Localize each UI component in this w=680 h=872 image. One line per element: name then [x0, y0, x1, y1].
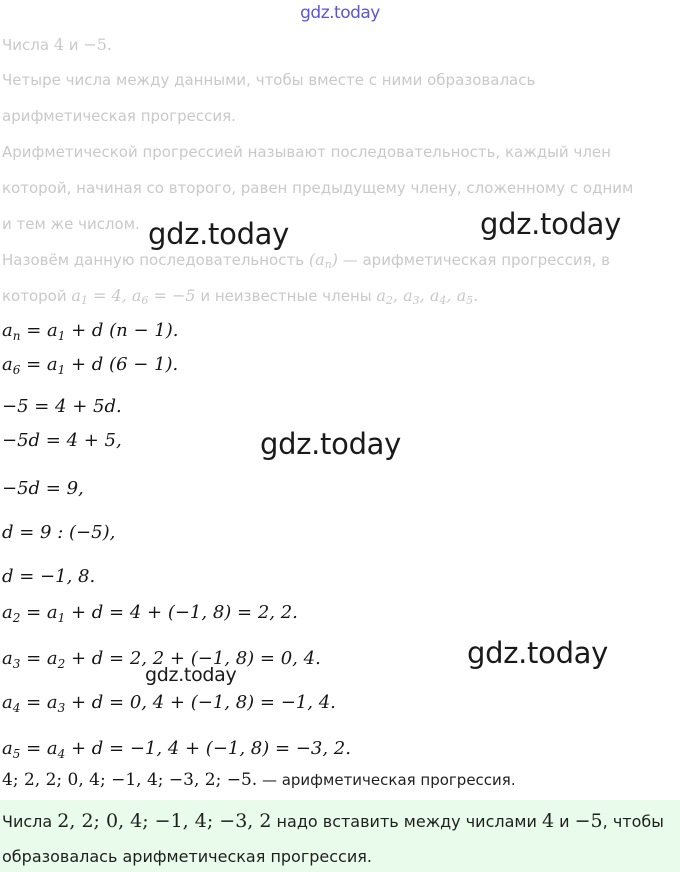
given-numbers-line [2, 35, 112, 54]
progression-sequence-line [2, 770, 516, 790]
watermark: gdz.today [260, 427, 402, 461]
subscript: 2 [57, 657, 66, 671]
subscript: 5 [12, 747, 21, 761]
eq-part: + d = 4 + (−1, 8) = 2, 2. [65, 602, 298, 623]
faded-text: и неизвестные члены [195, 287, 377, 305]
faded-math [376, 286, 478, 305]
subscript: 3 [57, 701, 66, 715]
subscript: 5 [466, 294, 474, 307]
subscript: n [324, 258, 332, 271]
eq-part: + d = −1, 4 + (−1, 8) = −3, 2. [65, 738, 351, 759]
eq-part: = a [20, 354, 58, 375]
faded-text: и [64, 36, 84, 54]
faded-text: которой [2, 287, 72, 305]
eq-part: a [2, 692, 13, 713]
faded-math-part: , a [446, 286, 467, 305]
faded-math: −5. [83, 35, 112, 54]
eq-part: + d (6 − 1). [65, 354, 179, 375]
eq-part: + d = 0, 4 + (−1, 8) = −1, 4. [65, 692, 336, 713]
answer-box [0, 800, 680, 872]
subscript: 2 [12, 611, 21, 625]
site-logo[interactable]: gdz.today [300, 3, 380, 23]
equation-4: −5d = 4 + 5, [2, 430, 122, 451]
subscript: 1 [80, 294, 88, 307]
naming-line-2 [2, 286, 478, 307]
equation-5: −5d = 9, [2, 478, 84, 499]
definition-line-3: и тем же числом. [2, 215, 140, 233]
eq-part: = a [20, 738, 58, 759]
answer-text: и [554, 812, 575, 831]
equation-a5 [2, 738, 351, 761]
task-line-2: арифметическая прогрессия. [2, 107, 236, 125]
answer-text: Числа [2, 812, 58, 831]
answer-line-2: образовалась арифметическая прогрессия. [2, 847, 372, 866]
faded-math: 4 [53, 35, 65, 54]
faded-math [309, 250, 338, 269]
subscript: 2 [385, 294, 393, 307]
equation-7: d = −1, 8. [2, 566, 96, 587]
equation-a4 [2, 692, 336, 715]
eq-part: a [2, 320, 13, 341]
subscript: 4 [439, 294, 447, 307]
watermark: gdz.today [467, 636, 609, 670]
faded-math-part: = −5 [148, 286, 196, 305]
subscript: 4 [57, 747, 66, 761]
naming-line-1 [2, 250, 610, 271]
definition-line-1: Арифметической прогрессией называют последовательность, каждый член [2, 143, 611, 161]
faded-text: — арифметическая прогрессия, в [337, 251, 610, 269]
faded-math-part: , a [392, 286, 413, 305]
eq-part: = a [20, 602, 58, 623]
subscript: 3 [12, 657, 21, 671]
equation-a2 [2, 602, 298, 625]
faded-math-part: , a [419, 286, 440, 305]
watermark: gdz.today [480, 207, 622, 241]
eq-part: = a [20, 320, 58, 341]
sequence-caption: — арифметическая прогрессия. [257, 771, 516, 789]
eq-part: a [2, 354, 13, 375]
eq-part: + d (n − 1). [65, 320, 179, 341]
answer-text: , чтобы [602, 812, 664, 831]
answer-line-1 [2, 810, 664, 832]
subscript: 1 [57, 611, 66, 625]
faded-math-part: = 4, a [87, 286, 142, 305]
subscript: 6 [141, 294, 149, 307]
subscript: 1 [57, 329, 66, 343]
eq-part: + d = 2, 2 + (−1, 8) = 0, 4. [65, 648, 321, 669]
faded-math-part: . [473, 286, 479, 305]
faded-text: Числа [2, 36, 54, 54]
subscript: n [12, 329, 21, 343]
eq-part: = a [20, 692, 58, 713]
definition-line-2: которой, начиная со второго, равен предыдущему члену, сложенному с одним [2, 179, 634, 197]
eq-part: a [2, 648, 13, 669]
equation-3: −5 = 4 + 5d. [2, 396, 122, 417]
faded-text: Назовём данную последовательность [2, 251, 309, 269]
subscript: 1 [57, 363, 66, 377]
watermark: gdz.today [148, 217, 290, 251]
faded-math-part: a [376, 286, 386, 305]
eq-part: = a [20, 648, 58, 669]
answer-math: 2, 2; 0, 4; −1, 4; −3, 2 [57, 810, 272, 832]
subscript: 4 [12, 701, 21, 715]
subscript: 6 [12, 363, 21, 377]
eq-part: a [2, 738, 13, 759]
answer-text: надо вставить между числами [271, 812, 542, 831]
answer-math: 4 [541, 810, 555, 832]
faded-math-part: a [71, 286, 81, 305]
equation-a6 [2, 354, 178, 377]
watermark: gdz.today [145, 664, 237, 686]
subscript: 3 [412, 294, 420, 307]
equation-general-term [2, 320, 178, 343]
sequence-math: 4; 2, 2; 0, 4; −1, 4; −3, 2; −5. [2, 770, 258, 790]
equation-6: d = 9 : (−5), [2, 522, 116, 543]
answer-math: −5 [574, 810, 603, 832]
faded-math-part: ) [331, 250, 338, 269]
eq-part: a [2, 602, 13, 623]
faded-math-part: (a [308, 250, 325, 269]
task-line-1: Четыре числа между данными, чтобы вместе с ними образовалась [2, 71, 536, 89]
faded-math [71, 286, 195, 305]
